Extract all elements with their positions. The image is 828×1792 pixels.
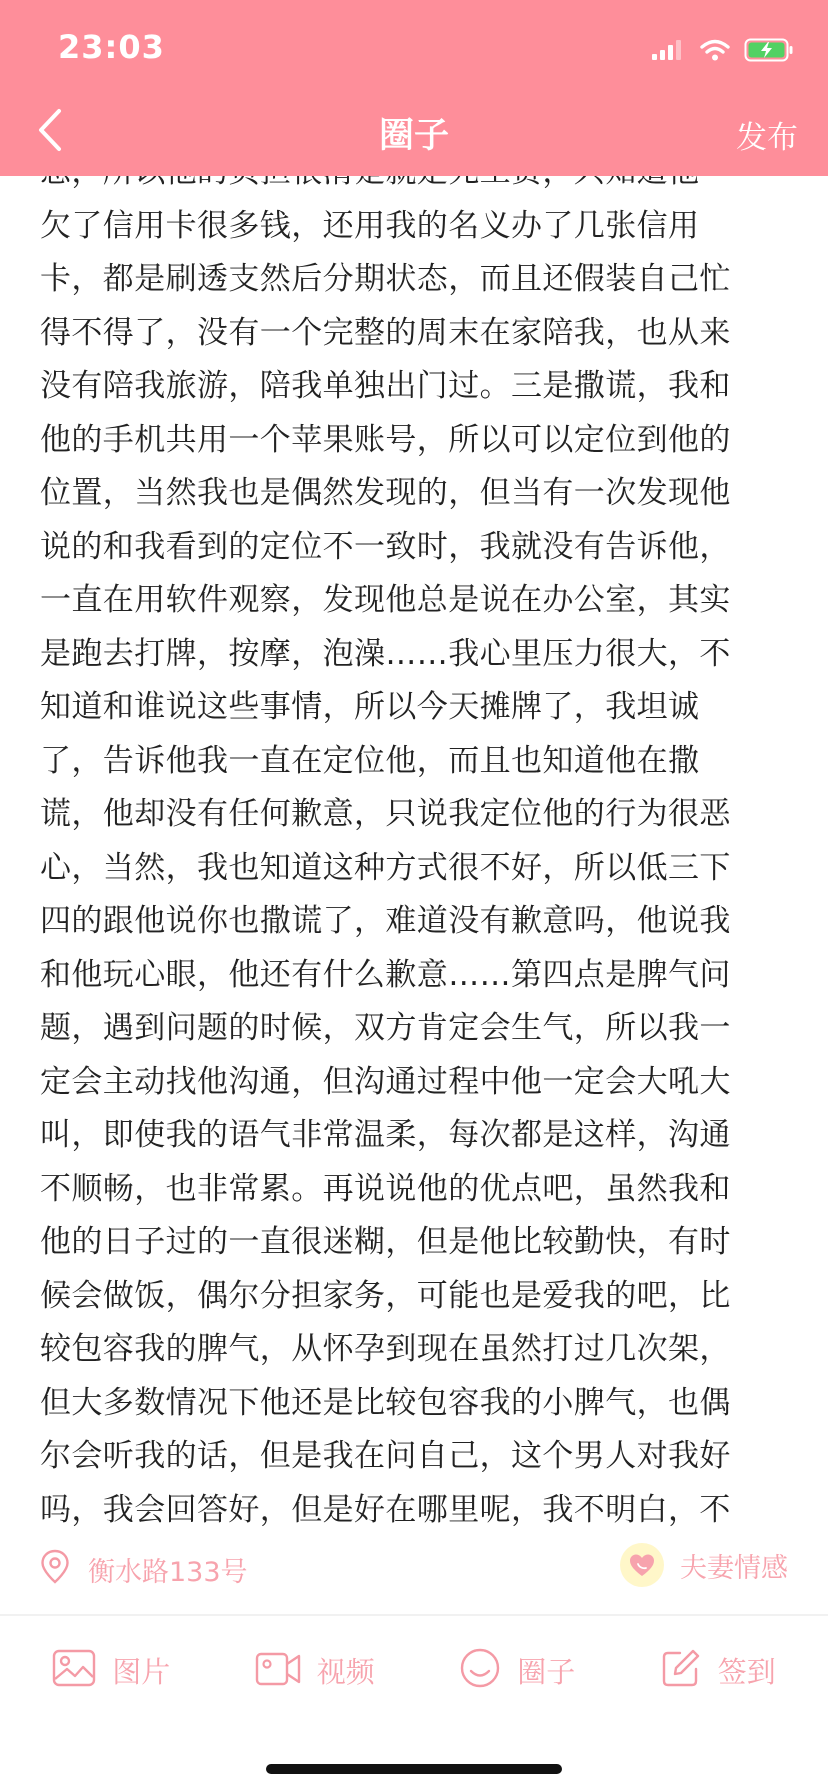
wifi-icon: [700, 39, 730, 65]
article-line: 知道和谁说这些事情，所以今天摊牌了，我坦诚: [40, 689, 700, 725]
picture-button[interactable]: [52, 1648, 170, 1692]
navigation-bar: [0, 92, 828, 176]
image-icon: [52, 1648, 96, 1692]
article-line: 较包容我的脾气，从怀孕到现在虽然打过几次架，: [40, 1331, 731, 1367]
article-line: 是跑去打牌，按摩，泡澡……我心里压力很大，不: [40, 635, 731, 672]
status-time: 23:03: [58, 28, 165, 66]
article-line: 候会做饭，偶尔分担家务，可能也是爱我的吧，比: [40, 1277, 731, 1314]
article-body: [40, 146, 790, 1536]
article-line: 一直在用软件观察，发现他总是说在办公室，其实: [40, 582, 731, 618]
article-line: 没有陪我旅游，陪我单独出门过。三是撒谎，我和: [40, 368, 731, 404]
page-title: 圈子: [378, 116, 449, 156]
article-line: 欠了信用卡很多钱，还用我的名义办了几张信用: [40, 207, 700, 244]
header: [0, 0, 828, 176]
video-label: 视频: [316, 1654, 375, 1689]
divider: [0, 1614, 828, 1616]
bottom-toolbar: [0, 1620, 828, 1720]
article-line: 位置，当然我也是偶然发现的，但当有一次发现他: [40, 475, 731, 511]
article-line: 定会主动找他沟通，但沟通过程中他一定会大吼大: [40, 1063, 731, 1100]
location-pin-icon: [40, 1549, 70, 1589]
checkin-label: 签到: [717, 1654, 776, 1689]
location-tag[interactable]: [40, 1549, 248, 1589]
article-line: 他的手机共用一个苹果账号，所以可以定位到他的: [40, 421, 731, 458]
home-indicator[interactable]: [266, 1764, 562, 1774]
article-line: 叫，即使我的语气非常温柔，每次都是这样，沟通: [40, 1117, 731, 1153]
article-line: 和他玩心眼，他还有什么歉意……第四点是脾气问: [40, 956, 731, 993]
article-line: 不顺畅，也非常累。再说说他的优点吧，虽然我和: [40, 1170, 731, 1207]
article-line: 说的和我看到的定位不一致时，我就没有告诉他，: [40, 528, 731, 565]
article-line: 得不得了，没有一个完整的周末在家陪我，也从来: [40, 314, 731, 351]
video-icon: [255, 1648, 301, 1692]
article-line: 了，告诉他我一直在定位他，而且也知道他在撒: [40, 742, 700, 779]
signal-icon: [652, 40, 686, 64]
topic-text: 夫妻情感: [680, 1552, 788, 1584]
checkin-button[interactable]: [660, 1647, 776, 1693]
article-line: 题，遇到问题的时候，双方肯定会生气，所以我一: [40, 1010, 731, 1046]
topic-tag[interactable]: [620, 1543, 788, 1587]
article-line: 尔会听我的话，但是我在问自己，这个男人对我好: [40, 1438, 731, 1474]
article-line: 谎，他却没有任何歉意，只说我定位他的行为很恶: [40, 796, 731, 832]
heart-icon: [620, 1543, 664, 1587]
battery-charging-icon: [744, 38, 794, 66]
publish-button[interactable]: 发布: [736, 120, 798, 156]
article-line: 吗，我会回答好，但是好在哪里呢，我不明白，不: [40, 1491, 731, 1528]
post-meta-row: [0, 1543, 828, 1599]
article-line: 但大多数情况下他还是比较包容我的小脾气，也偶: [40, 1384, 731, 1421]
article-line: 卡，都是刷透支然后分期状态，而且还假装自己忙: [40, 261, 731, 297]
article-line: 四的跟他说你也撒谎了，难道没有歉意吗，他说我: [40, 903, 731, 939]
circle-label: 圈子: [517, 1654, 576, 1689]
smile-circle-icon: [459, 1647, 501, 1693]
video-button[interactable]: [255, 1648, 375, 1692]
location-text: 衡水路133号: [88, 1556, 248, 1588]
picture-label: 图片: [112, 1654, 171, 1689]
article-line: 他的日子过的一直很迷糊，但是他比较勤快，有时: [40, 1224, 731, 1260]
circle-button[interactable]: [459, 1647, 575, 1693]
edit-icon: [660, 1647, 702, 1693]
article-line: 心，当然，我也知道这种方式很不好，所以低三下: [40, 849, 731, 886]
status-icons: [652, 38, 794, 66]
